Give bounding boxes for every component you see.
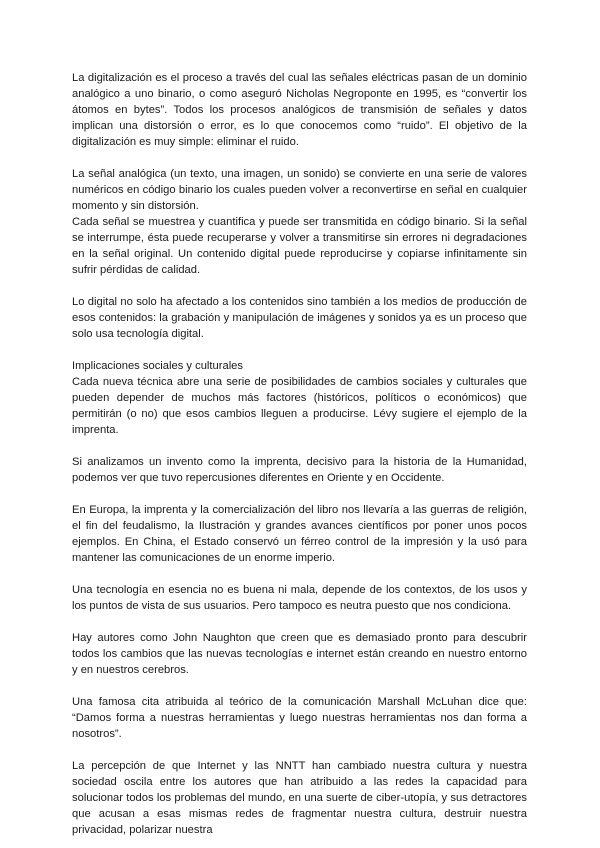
paragraph-mcluhan: Una famosa cita atribuida al teórico de la comunicación Marshall McLuhan dice que: “Damos forma a nuestras herramientas y luego nuestras herramientas nos dan forma a nosotros”. [72, 696, 527, 740]
document-body [72, 70, 527, 838]
paragraph-senal-analogica: La señal analógica (un texto, una imagen, un sonido) se convierte en una serie de valores numéricos en código binario los cuales pueden volver a reconvertirse en señal en cualquier momento y sin distorsión. [72, 168, 527, 212]
paragraph-nueva-tecnica: Cada nueva técnica abre una serie de posibilidades de cambios sociales y culturales que pueden depender de muchos más factores (históricos, políticos o económicos) que permitirán (o no) que esos cambios lleguen a producirse. Lévy sugiere el ejemplo de la imprenta. [72, 376, 527, 436]
paragraph-percepcion: La percepción de que Internet y las NNTT han cambiado nuestra cultura y nuestra sociedad oscila entre los autores que han atribuido a las redes la capacidad para solucionar todos los problemas del mundo, en una suerte de ciber-utopía, y sus detractores que acusan a esas mismas redes de fragmentar nuestra cultura, destruir nuestra privacidad, polarizar nuestra [72, 760, 527, 836]
paragraph-tecnologia-neutra: Una tecnología en esencia no es buena ni mala, depende de los contextos, de los usos y los puntos de vista de sus usuarios. Pero tampoco es neutra puesto que nos condiciona. [72, 584, 527, 612]
section-heading-implicaciones: Implicaciones sociales y culturales [72, 360, 243, 372]
paragraph-medios-produccion: Lo digital no solo ha afectado a los contenidos sino también a los medios de producción de esos contenidos: la grabación y manipulación de imágenes y sonidos ya es un proceso que solo usa tecnología digital. [72, 296, 527, 340]
paragraph-europa-china: En Europa, la imprenta y la comercialización del libro nos llevaría a las guerras de religión, el fin del feudalismo, la Ilustración y grandes avances científicos por poner unos pocos ejemplos. En China, el Estado conservó un férreo control de la impresión y la usó para mantener las comunicaciones de un enorme imperio. [72, 504, 527, 564]
paragraph-imprenta: Si analizamos un invento como la imprenta, decisivo para la historia de la Humanidad, podemos ver que tuvo repercusiones diferentes en Oriente y en Occidente. [72, 456, 527, 484]
paragraph-digitalizacion: La digitalización es el proceso a través del cual las señales eléctricas pasan de un dominio analógico a uno binario, o como aseguró Nicholas Negroponte en 1995, es “convertir los átomos en bytes”. Todos los procesos analógicos de transmisión de señales y datos implican una distorsión o error, es lo que conocemos como “ruido”. El objetivo de la digitalización es muy simple: eliminar el ruido. [72, 72, 527, 148]
paragraph-naughton: Hay autores como John Naughton que creen que es demasiado pronto para descubrir todos los cambios que las nuevas tecnologías e internet están creando en nuestro entorno y en nuestros cerebros. [72, 632, 527, 676]
paragraph-muestreo: Cada señal se muestrea y cuantifica y puede ser transmitida en código binario. Si la señal se interrumpe, ésta puede recuperarse y volver a transmitirse sin errores ni degradaciones en la señal original. Un contenido digital puede reproducirse y copiarse infinitamente sin sufrir pérdidas de calidad. [72, 216, 527, 276]
